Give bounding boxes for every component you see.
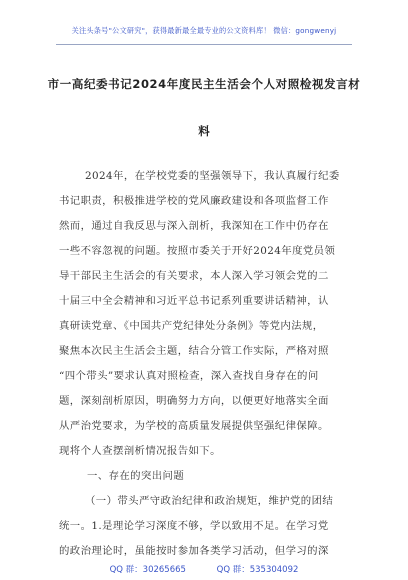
paragraph-line: 然而，通过自我反思与深入剖析，我深知在工作中仍存在 (59, 220, 329, 232)
paragraph-line: 现将个人查摆剖析情况报告如下。 (59, 445, 221, 457)
paragraph-line: 书记职责，积极推进学校的党风廉政建设和各项监督工作 (59, 195, 329, 207)
paragraph-line: 2024年，在学校党委的坚强领导下，我认真履行纪委 (85, 170, 340, 182)
paragraph-line: 题，深刻剖析原因，明确努力方向，以便更好地落实全面 (59, 395, 329, 407)
paragraph-line: 真研读党章、《中国共产党纪律处分条例》等党内法规， (59, 320, 324, 332)
paragraph-line: 一些不容忽视的问题。按照市委关于开好2024年度党员领 (59, 245, 336, 257)
section-heading: 一、存在的突出问题 (87, 470, 185, 482)
paragraph-line: 的政治理论时，虽能按时参加各类学习活动，但学习的深 (59, 545, 329, 557)
paragraph-line: 十届三中全会精神和习近平总书记系列重要讲话精神，认 (59, 295, 329, 307)
footer (0, 563, 408, 575)
paragraph-line: 统一。1.是理论学习深度不够，学以致用不足。在学习党 (59, 520, 329, 532)
header-banner: 关注头条号"公文研究"，获得最新最全最专业的公文资料库！ 微信：gongwenyj (71, 26, 337, 35)
paragraph-line: “四个带头”要求认真对照检查，深入查找自身存在的问 (59, 370, 319, 382)
paragraph-line: 导干部民主生活会的有关要求，本人深入学习领会党的二 (59, 270, 329, 282)
paragraph-line: 从严治党要求，为学校的高质量发展提供坚强纪律保障。 (59, 420, 329, 432)
paragraph-line: 聚焦本次民主生活会主题，结合分管工作实际，严格对照 (59, 345, 329, 357)
document-title-continued: 料 (198, 124, 210, 138)
footer-qq-group-2: QQ 群：535304092 (216, 565, 299, 575)
document-title: 市一高纪委书记2024年度民主生活会个人对照检视发言材 (47, 77, 361, 91)
paragraph-line: （一）带头严守政治纪律和政治规矩，维护党的团结 (85, 495, 334, 507)
footer-qq-group-1: QQ 群：30265665 (109, 565, 186, 575)
header-divider (56, 44, 352, 45)
